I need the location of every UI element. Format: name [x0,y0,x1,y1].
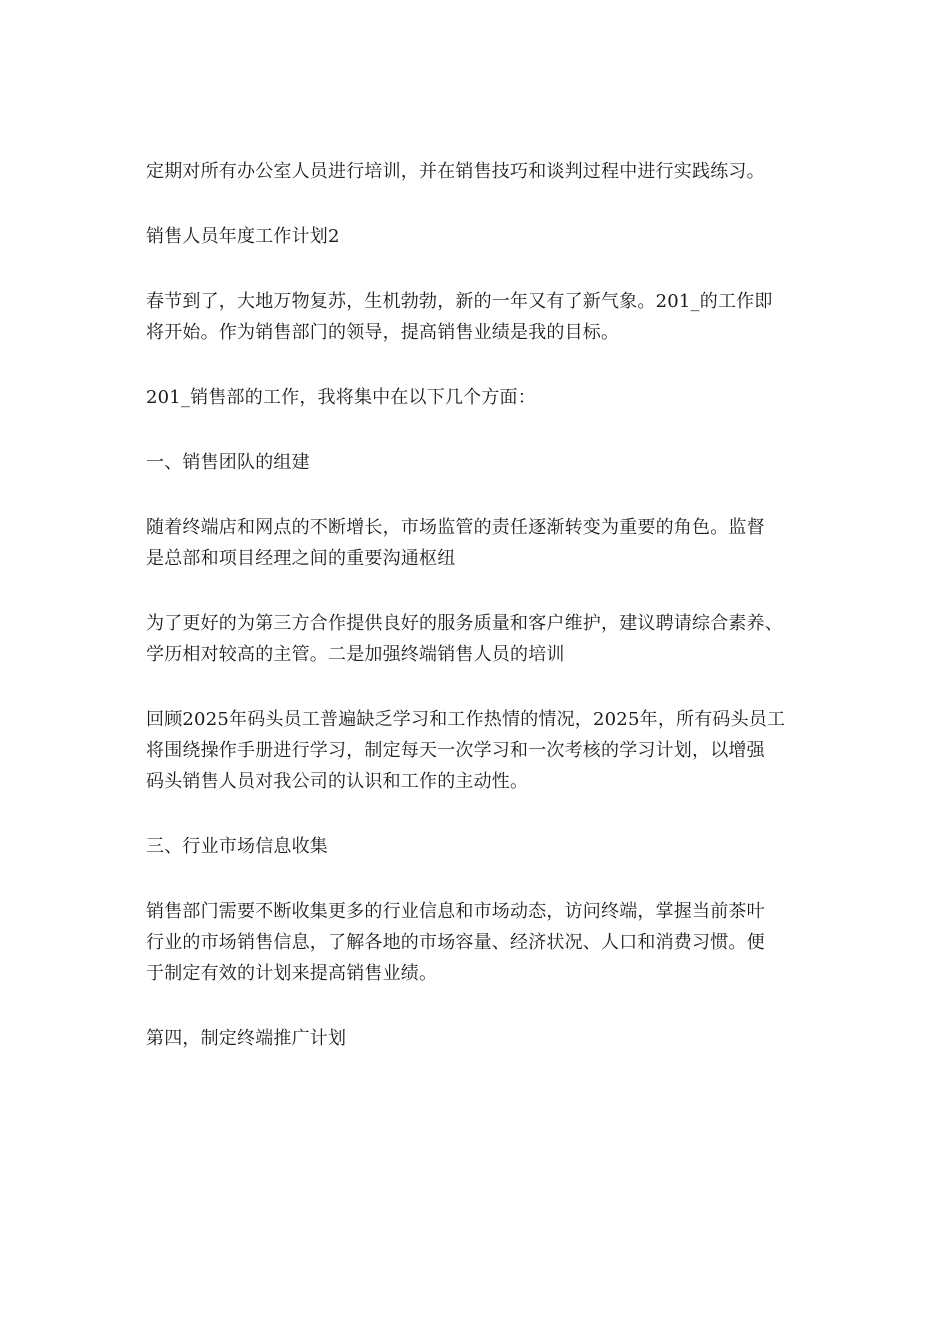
text-line: 为了更好的为第三方合作提供良好的服务质量和客户维护，建议聘请综合素养、 [146,613,783,634]
paragraph-market-info [146,896,814,989]
text-line: 201_销售部的工作，我将集中在以下几个方面： [146,387,536,408]
text-line: 随着终端店和网点的不断增长，市场监管的责任逐渐转变为重要的角色。监督 [146,517,765,538]
paragraph-training [146,156,814,187]
heading-terminal-promotion [146,1023,814,1054]
text-line: 将围绕操作手册进行学习，制定每天一次学习和一次考核的学习计划，以增强 [146,740,765,761]
paragraph-spring-festival [146,286,814,348]
text-line: 销售人员年度工作计划2 [146,226,340,247]
document-body [146,156,814,1088]
text-line: 春节到了，大地万物复苏，生机勃勃，新的一年又有了新气象。201_的工作即 [146,291,773,312]
text-line: 码头销售人员对我公司的认识和工作的主动性。 [146,771,529,792]
heading-market-info [146,831,814,862]
text-line: 是总部和项目经理之间的重要沟通枢纽 [146,548,456,569]
paragraph-focus-areas [146,382,814,413]
text-line: 于制定有效的计划来提高销售业绩。 [146,963,438,984]
text-line: 第四，制定终端推广计划 [146,1028,347,1049]
text-line: 行业的市场销售信息，了解各地的市场容量、经济状况、人口和消费习惯。便 [146,932,765,953]
text-line: 定期对所有办公室人员进行培训，并在销售技巧和谈判过程中进行实践练习。 [146,161,765,182]
section-title-plan-2 [146,221,814,252]
heading-team-building [146,447,814,478]
text-line: 将开始。作为销售部门的领导，提高销售业绩是我的目标。 [146,322,620,343]
text-line: 销售部门需要不断收集更多的行业信息和市场动态，访问终端，掌握当前茶叶 [146,901,765,922]
text-line: 一、销售团队的组建 [146,452,310,473]
text-line: 回顾2025年码头员工普遍缺乏学习和工作热情的情况，2025年，所有码头员工 [146,709,786,730]
text-line: 三、行业市场信息收集 [146,836,328,857]
text-line: 学历相对较高的主管。二是加强终端销售人员的培训 [146,644,565,665]
paragraph-supervision [146,512,814,574]
paragraph-service-quality [146,608,814,670]
paragraph-dock-staff-review [146,704,814,797]
